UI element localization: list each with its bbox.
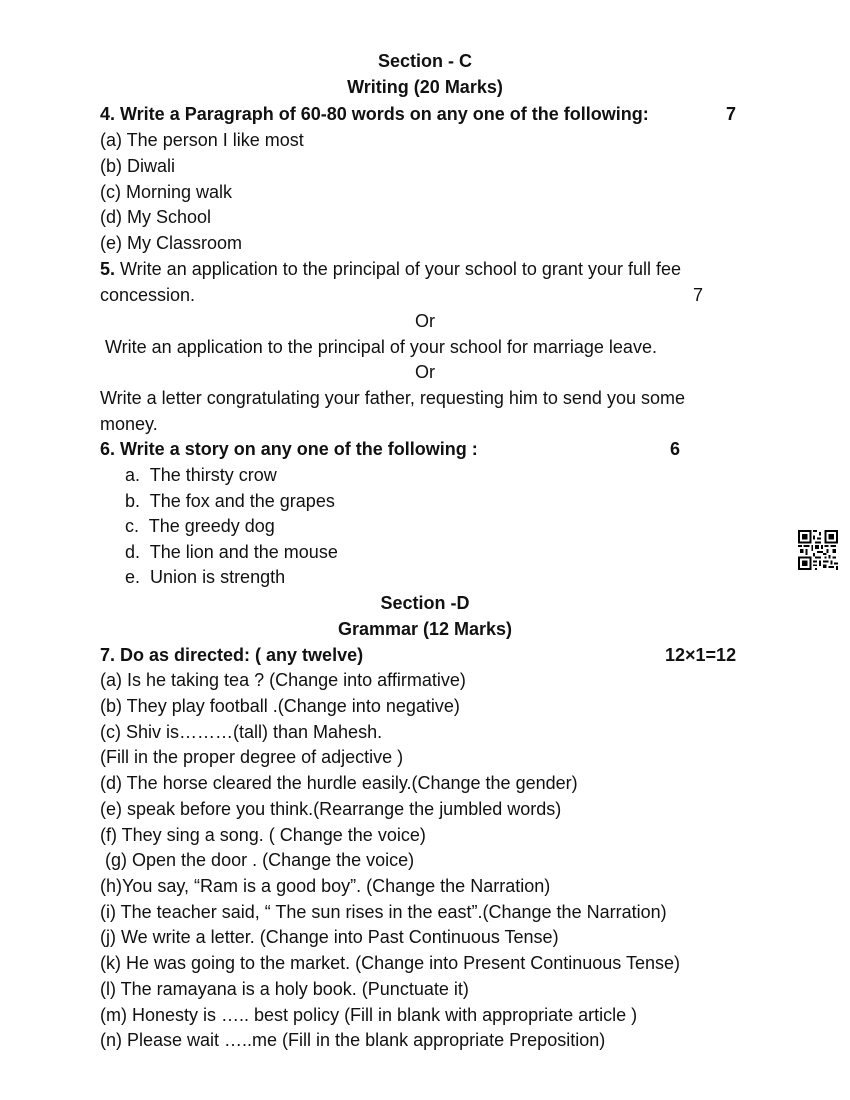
question-5-alternative-2-line1: Write a letter congratulating your father, requesting him to send you some: [100, 388, 685, 408]
q7-item: (m) Honesty is ….. best policy (Fill in blank with appropriate article ): [100, 1005, 638, 1025]
question-5-alternative-1: Write an application to the principal of your school for marriage leave.: [105, 337, 657, 357]
q7-item: (b) They play football .(Change into negative): [100, 696, 460, 716]
question-5-line1: [100, 258, 681, 280]
q6-option: [125, 464, 277, 486]
q7-item: (k) He was going to the market. (Change into Present Continuous Tense): [100, 953, 680, 973]
question-7: 7. Do as directed: ( any twelve): [100, 645, 364, 665]
q4-option: (b) Diwali: [100, 156, 176, 176]
q7-item: (Fill in the proper degree of adjective ): [100, 747, 404, 767]
q7-item: (g) Open the door . (Change the voice): [105, 850, 415, 870]
question-4: 4. Write a Paragraph of 60-80 words on any one of the following:: [100, 104, 649, 124]
question-5-marks: 7: [693, 285, 704, 305]
q6-option-marker: d.: [125, 542, 141, 562]
q4-option: (c) Morning walk: [100, 182, 233, 202]
q6-option-text: The fox and the grapes: [149, 491, 335, 511]
question-4-marks: 7: [726, 104, 737, 124]
q7-item: (d) The horse cleared the hurdle easily.(Change the gender): [100, 773, 578, 793]
q6-option: [125, 566, 285, 588]
q7-item: (l) The ramayana is a holy book. (Punctuate it): [100, 979, 469, 999]
q7-item: (c) Shiv is………(tall) than Mahesh.: [100, 722, 383, 742]
q7-item: (i) The teacher said, “ The sun rises in the east”.(Change the Narration): [100, 902, 667, 922]
question-5-number: 5.: [100, 259, 116, 279]
q4-option: (a) The person I like most: [100, 130, 304, 150]
section-c-subheading: Writing (20 Marks): [347, 77, 503, 97]
q6-option-text: The greedy dog: [148, 516, 275, 536]
question-6: 6. Write a story on any one of the following :: [100, 439, 478, 459]
section-c-heading: Section - C: [377, 51, 472, 71]
q6-option: [125, 541, 338, 563]
q6-option-marker: b.: [125, 491, 141, 511]
q6-option-text: The thirsty crow: [149, 465, 277, 485]
q7-item: (j) We write a letter. (Change into Past Continuous Tense): [100, 927, 559, 947]
question-5-alternative-2-line2: money.: [100, 414, 158, 434]
q7-item: (e) speak before you think.(Rearrange the jumbled words): [100, 799, 562, 819]
question-5-text: Write an application to the principal of your school to grant your full fee: [115, 259, 681, 279]
q6-option-marker: a.: [125, 465, 141, 485]
q7-item: (f) They sing a song. ( Change the voice): [100, 825, 426, 845]
question-7-marks: 12×1=12: [665, 645, 737, 665]
question-6-marks: 6: [670, 439, 681, 459]
q4-option: (e) My Classroom: [100, 233, 243, 253]
q6-option-marker: c.: [125, 516, 140, 536]
q6-option-marker: e.: [125, 567, 141, 587]
or-separator: Or: [415, 362, 435, 382]
q6-option-text: Union is strength: [150, 567, 286, 587]
section-d-subheading: Grammar (12 Marks): [337, 619, 513, 639]
q6-option: [125, 490, 335, 512]
or-separator: Or: [415, 311, 435, 331]
q7-item: (a) Is he taking tea ? (Change into affirmative): [100, 670, 466, 690]
q7-item: (h)You say, “Ram is a good boy”. (Change the Narration): [100, 876, 551, 896]
qr-code-icon: [798, 530, 838, 570]
q6-option-text: The lion and the mouse: [149, 542, 338, 562]
section-d-heading: Section -D: [380, 593, 470, 613]
question-5-line2: concession.: [100, 285, 196, 305]
q6-option: [125, 515, 275, 537]
q7-item: (n) Please wait …..me (Fill in the blank appropriate Preposition): [100, 1030, 606, 1050]
q4-option: (d) My School: [100, 207, 212, 227]
